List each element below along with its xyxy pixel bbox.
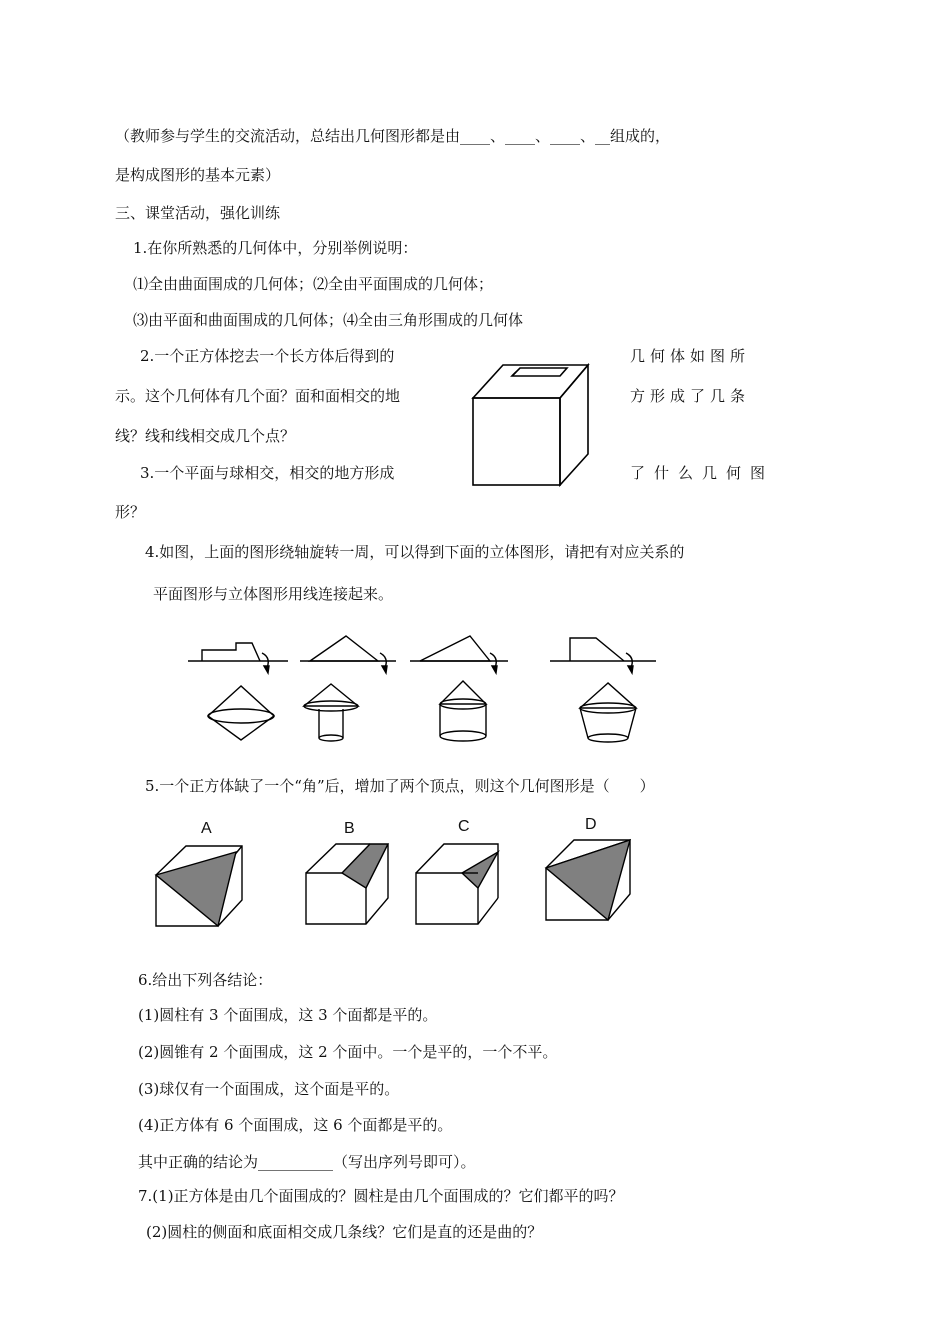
option-b-label: B (344, 820, 355, 837)
q5-stem: 5.一个正方体缺了一个“角”后，增加了两个顶点，则这个几何图形是（ ） (145, 777, 655, 795)
q6-stem: 6.给出下列各结论： (138, 971, 273, 989)
q2-left-3: 线？线和线相交成几个点？ (115, 427, 296, 445)
intro-line-1: （教师参与学生的交流活动，总结出几何图形都是由____、____、____、__组成的， (115, 127, 671, 145)
q1-line-2: ⑶由平面和曲面围成的几何体；⑷全由三角形围成的几何体 (133, 311, 524, 329)
q3-left-2: 形？ (115, 503, 146, 521)
q4-line-1: 4.如图，上面的图形绕轴旋转一周，可以得到下面的立体图形，请把有对应关系的 (145, 543, 685, 561)
q7-line-2: (2)圆柱的侧面和底面相交成几条线？它们是直的还是曲的？ (146, 1223, 543, 1241)
option-a-label: A (201, 820, 212, 837)
q2-right-1: 几何体如图所 (630, 347, 751, 365)
q6-item-4: (4)正方体有 6 个面围成，这 6 个面都是平的。 (138, 1116, 453, 1134)
rotation-matching-figure (178, 626, 678, 750)
q6-item-3: (3)球仅有一个面围成，这个面是平的。 (138, 1080, 400, 1098)
q7-line-1: 7.(1)正方体是由几个面围成的？圆柱是由几个面围成的？它们都平的吗？ (138, 1187, 624, 1205)
q2-left-2: 示。这个几何体有几个面？面和面相交的地 (115, 387, 401, 405)
q4-line-2: 平面图形与立体图形用线连接起来。 (153, 585, 394, 603)
q3-left-1: 3.一个平面与球相交，相交的地方形成 (140, 464, 395, 482)
option-b-cube (298, 840, 398, 930)
option-c-cube (410, 840, 510, 930)
q6-item-2: (2)圆锥有 2 个面围成，这 2 个面中。一个是平的，一个不平。 (138, 1043, 558, 1061)
option-d-label: D (585, 816, 597, 833)
option-a-cube (150, 840, 250, 930)
q3-right-1: 了什么几何图 (630, 464, 775, 482)
q1-stem: 1.在你所熟悉的几何体中，分别举例说明： (133, 239, 418, 257)
q6-answer-line: 其中正确的结论为__________（写出序列号即可）。 (138, 1153, 476, 1171)
hollow-cube-figure (468, 360, 598, 490)
q2-left-1: 2.一个正方体挖去一个长方体后得到的 (140, 347, 395, 365)
q2-right-2: 方形成了几条 (630, 387, 751, 405)
section-heading: 三、课堂活动，强化训练 (115, 204, 281, 222)
option-c-label: C (458, 818, 470, 835)
q6-item-1: (1)圆柱有 3 个面围成，这 3 个面都是平的。 (138, 1006, 438, 1024)
q1-line-1: ⑴全由曲面围成的几何体；⑵全由平面围成的几何体； (133, 275, 494, 293)
option-d-cube (540, 836, 640, 926)
intro-line-2: 是构成图形的基本元素） (115, 166, 281, 184)
